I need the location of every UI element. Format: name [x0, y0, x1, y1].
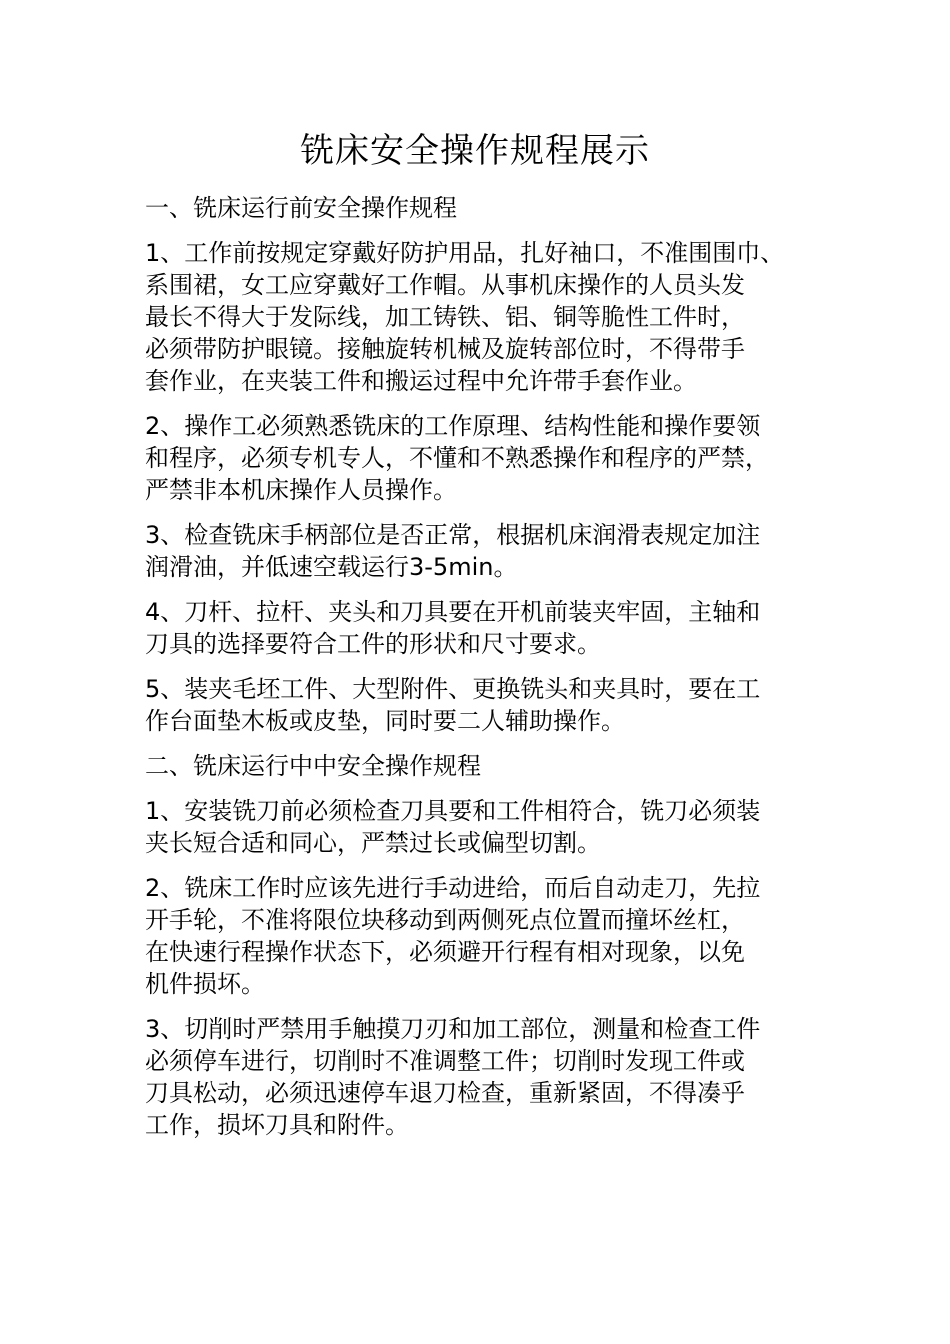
paragraph [145, 237, 825, 397]
paragraph-line: 机件损坏。 [145, 970, 265, 998]
paragraph-line: 系围裙，女工应穿戴好工作帽。从事机床操作的人员头发 [145, 271, 745, 299]
paragraph-line: 和程序，必须专机专人，不懂和不熟悉操作和程序的严禁， [145, 444, 769, 472]
paragraph-line: 套作业，在夹装工件和搬运过程中允许带手套作业。 [145, 367, 697, 395]
paragraph [145, 872, 825, 1000]
paragraph [145, 596, 825, 660]
document-title: 铣床安全操作规程展示 [300, 131, 650, 171]
paragraph-line: 最长不得大于发际线，加工铸铁、铝、铜等脆性工件时， [145, 303, 745, 331]
paragraph-line: 严禁非本机床操作人员操作。 [145, 476, 457, 504]
paragraph [145, 673, 825, 737]
paragraph-line: 开手轮，不准将限位块移动到两侧死点位置而撞坏丝杠， [145, 906, 745, 934]
section-heading-text: 一、铣床运行前安全操作规程 [145, 194, 457, 222]
paragraph-line: 2、操作工必须熟悉铣床的工作原理、结构性能和操作要领 [145, 412, 761, 440]
paragraph [145, 410, 825, 506]
section-heading [145, 750, 825, 782]
paragraph-line: 工作，损坏刀具和附件。 [145, 1111, 409, 1139]
paragraph-line: 1、工作前按规定穿戴好防护用品，扎好袖口，不准围围巾、 [145, 239, 785, 267]
paragraph-line: 在快速行程操作状态下，必须避开行程有相对现象，以免 [145, 938, 745, 966]
paragraph-line: 刀具松动，必须迅速停车退刀检查，重新紧固，不得凑乎 [145, 1079, 745, 1107]
paragraph-line: 必须停车进行，切削时不准调整工件；切削时发现工件或 [145, 1047, 745, 1075]
paragraph [145, 1013, 825, 1141]
paragraph-line: 1、安装铣刀前必须检查刀具要和工件相符合，铣刀必须装 [145, 797, 761, 825]
paragraph-line: 3、切削时严禁用手触摸刀刃和加工部位，测量和检查工件 [145, 1015, 761, 1043]
paragraph-line: 3、检查铣床手柄部位是否正常，根据机床润滑表规定加注 [145, 521, 761, 549]
paragraph-line: 作台面垫木板或皮垫，同时要二人辅助操作。 [145, 707, 625, 735]
paragraph [145, 795, 825, 859]
paragraph-line: 必须带防护眼镜。接触旋转机械及旋转部位时，不得带手 [145, 335, 745, 363]
paragraph-line: 4、刀杆、拉杆、夹头和刀具要在开机前装夹牢固，主轴和 [145, 598, 761, 626]
paragraph-line: 刀具的选择要符合工件的形状和尺寸要求。 [145, 630, 601, 658]
paragraph-line: 润滑油，并低速空载运行3-5min。 [145, 553, 518, 581]
section-heading-text: 二、铣床运行中中安全操作规程 [145, 752, 481, 780]
paragraph [145, 519, 825, 583]
paragraph-line: 2、铣床工作时应该先进行手动进给，而后自动走刀，先拉 [145, 874, 761, 902]
paragraph-line: 5、装夹毛坯工件、大型附件、更换铣头和夹具时，要在工 [145, 675, 761, 703]
document-body [145, 192, 825, 1154]
paragraph-line: 夹长短合适和同心，严禁过长或偏型切割。 [145, 829, 601, 857]
section-heading [145, 192, 825, 224]
